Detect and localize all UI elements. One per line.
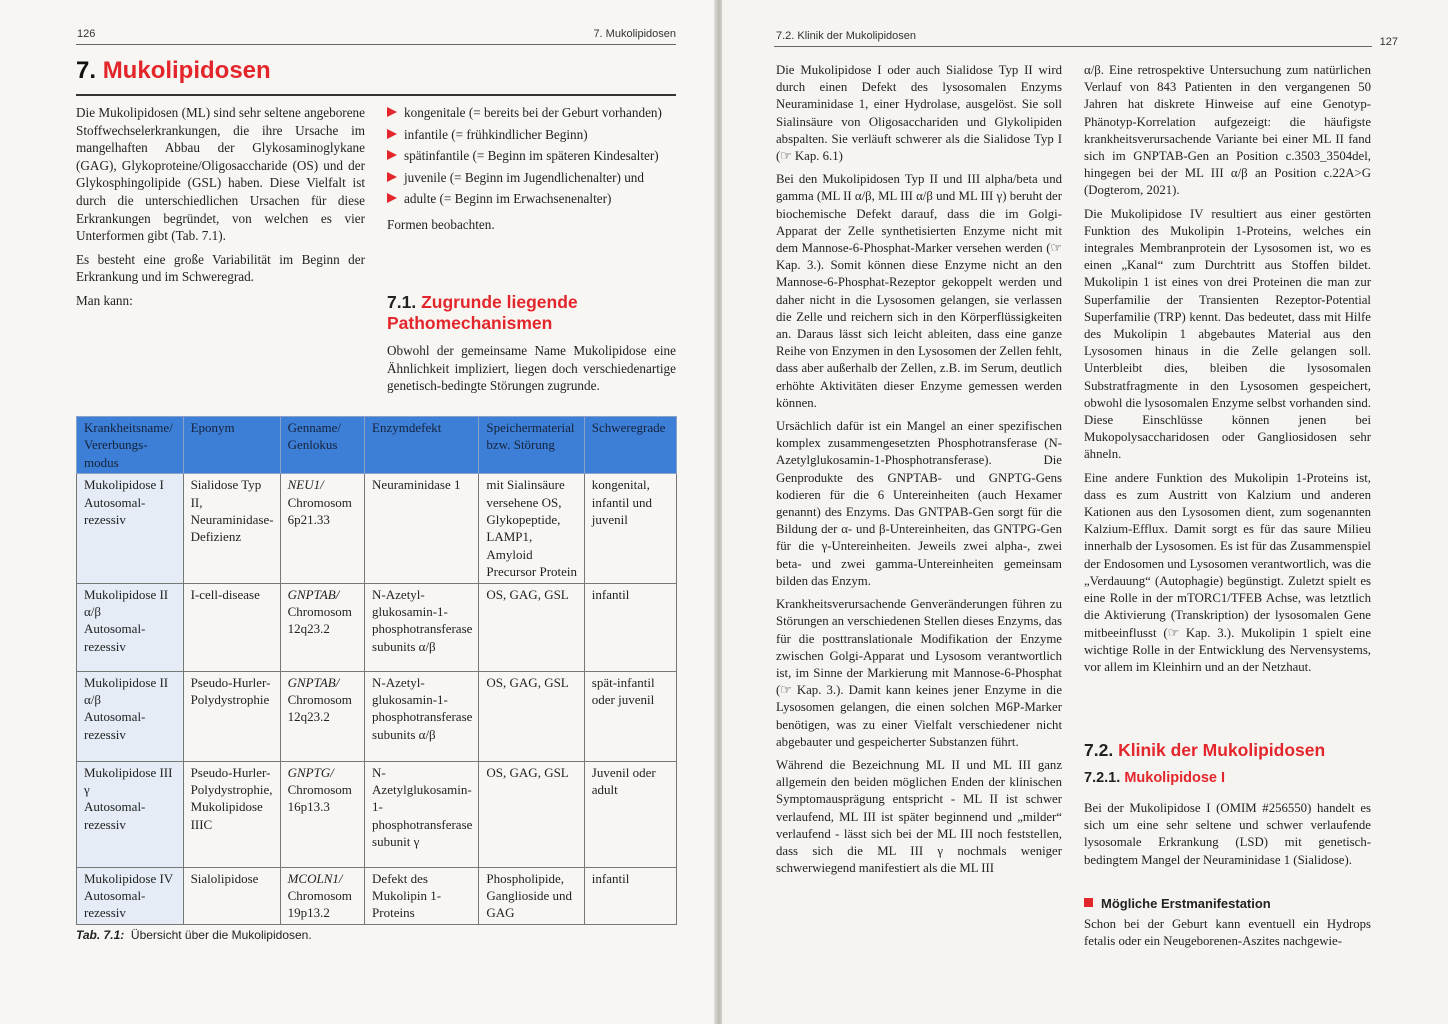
list-item: adulte (= Beginn im Erwachsenenalter) — [387, 190, 676, 208]
paragraph: α/β. Eine retrospektive Untersuchung zum natürlichen Verlauf von 843 Patienten in den vergangenen 50 Jahren hat diskrete Hinweise auf eine Genotyp-Phänotyp-Korrelation aufgezeigt: die häufigste krankheitsverursachende Variante bei einer ML II fand sich im GNPTAB-Gen an Position c.3503_3504del, hingegen bei der ML III α/β an Position c.22A>G (Dogterom, 2021). — [1084, 63, 1371, 198]
intro-column — [76, 104, 365, 316]
table-row — [77, 671, 677, 761]
list-item: spätinfantile (= Beginn im späteren Kindesalter) — [387, 147, 676, 165]
severity-cell: infantil — [584, 867, 676, 924]
running-header-right: 7.2. Klinik der Mukolipidosen — [776, 30, 917, 42]
mukolipidosen-table — [76, 416, 677, 925]
storage-cell: OS, GAG, GSL — [479, 761, 584, 867]
triangle-bullet-icon — [387, 150, 397, 160]
eponym-cell: Sialolipidose — [183, 867, 280, 924]
column-header: Krankheitsname/ Vererbungs-modus — [77, 417, 184, 474]
header-rule — [774, 46, 1372, 47]
section-7-2-heading: 7.2. Klinik der Mukolipidosen — [1084, 740, 1326, 760]
gene-cell: GNPTAB/ Chromosom 12q23.2 — [280, 583, 364, 671]
right-column-2 — [1084, 62, 1371, 682]
table-caption: Tab. 7.1: Übersicht über die Mukolipidosen. — [76, 928, 312, 942]
storage-cell: OS, GAG, GSL — [479, 671, 584, 761]
section-7-1-text: Obwohl der gemeinsame Name Mukolipidose eine Ähnlichkeit impliziert, liegen doch verschiedenartige genetisch-bedingte Störungen zugrunde. — [387, 343, 676, 394]
page-number-left: 126 — [77, 28, 96, 40]
right-page — [722, 0, 1448, 1024]
intro-paragraph: Man kann: — [76, 292, 133, 308]
running-header-left: 7. Mukolipidosen — [593, 28, 676, 40]
severity-cell: Juvenil oder adult — [584, 761, 676, 867]
right-column-1 — [776, 62, 1062, 883]
disease-cell: Mukolipidose IV Autosomal-rezessiv — [77, 867, 184, 924]
column-header: Genname/ Genlokus — [280, 417, 364, 474]
section-7-2-1-text: Bei der Mukolipidose I (OMIM #256550) handelt es sich um eine sehr seltene und schwer verlaufende lysosomale Erkrankung (LSD) mit genetisch-bedingtem Mangel der Neuraminidase 1 (Sialidose). — [1084, 801, 1371, 867]
eponym-cell: Pseudo-Hurler-Polydystrophie — [183, 671, 280, 761]
paragraph: Bei den Mukolipidosen Typ II und III alpha/beta und gamma (ML II α/β, ML III α/β und ML III γ) beruht der biochemische Defekt darauf, dass die im Golgi-Apparat der Zelle synthetisierten Enzyme nicht mit dem Mannose-6-Phosphat-Marker versehen werden (☞ Kap. 3.). Somit können diese Enzyme nicht an den Mannose-6-Phosphat-Rezeptor gekoppelt werden und daher nicht in die Lysosomen gelangen, sie verlassen die Zelle und reichern sich in den Körperflüssigkeiten an. Daraus lässt sich leicht ableiten, dass eine ganze Reihe von Enzymen in den Lysosomen der Zellen fehlt, dass aber außerhalb der Zellen, z.B. im Serum, deutlich erhöhte Aktivitäten dieser Enzyme gemessen werden können. — [776, 172, 1062, 410]
disease-cell: Mukolipidose II α/β Autosomal-rezessiv — [77, 583, 184, 671]
list-item: juvenile (= Beginn im Jugendlichenalter) und — [387, 169, 676, 187]
section-7-1-heading: 7.1. Zugrunde liegende Pathomechanismen — [387, 292, 578, 333]
intro-paragraph: Die Mukolipidosen (ML) sind sehr seltene angeborene Stoffwechselerkrankungen, die ihre Ursache im mangelhaften Abbau der Glykosaminoglykane (GAG), Glykoproteine/Oligosaccharide (OS) und der Glykosphingolipide (GSL) haben. Diese Vielfalt ist durch die unterschiedlichen Ursachen für diese Erkrankungen begründet, von welchen es vier Unterformen gibt (Tab. 7.1). — [76, 105, 365, 244]
severity-cell: kongenital, infantil und juvenil — [584, 474, 676, 583]
gene-cell: MCOLN1/ Chromosom 19p13.2 — [280, 867, 364, 924]
column-header: Schweregrade — [584, 417, 676, 474]
gene-cell: NEU1/ Chromosom 6p21.33 — [280, 474, 364, 583]
section-7-2-1-heading: 7.2.1. Mukolipidose I — [1084, 770, 1226, 786]
header-rule — [76, 44, 676, 45]
table-row — [77, 867, 677, 924]
column-header: Eponym — [183, 417, 280, 474]
square-bullet-icon — [1084, 898, 1093, 907]
triangle-bullet-icon — [387, 129, 397, 139]
after-list-text: Formen beobachten. — [387, 216, 495, 232]
eponym-cell: I-cell-disease — [183, 583, 280, 671]
table-row — [77, 474, 677, 583]
enzyme-cell: Defekt des Mukolipin 1-Proteins — [365, 867, 479, 924]
column-header: Speichermaterial bzw. Störung — [479, 417, 584, 474]
gene-cell: GNPTG/ Chromosom 16p13.3 — [280, 761, 364, 867]
paragraph: Die Mukolipidose IV resultiert aus einer gestörten Funktion des Mukolipin 1-Proteins, welches ein integrales Membranprotein der Lysosomen ist, wo es einen „Kanal“ zum Durchtritt aus Stoffen bildet. Mukolipin 1 ist eines von drei Proteinen die man zur Superfamilie der Transienten Rezeptor-Potential Superfamilie (TRP) kennt. Das bedeutet, dass mit Hilfe des Mukolipin 1 abgebautes Material aus den Lysosomen hinaus in die Zelle gelangen soll. Unterbleibt dies, bleiben die lysosomalen Substratfragmente in den Lysosomen gespeichert, obwohl die lysosomalen Enzyme selbst vorhanden sind. Diese Einschlüsse können jenen bei Mukopolysaccharidosen oder Gangliosidosen sehr ähneln. — [1084, 206, 1371, 462]
chapter-title: 7. Mukolipidosen — [76, 57, 271, 84]
storage-cell: OS, GAG, GSL — [479, 583, 584, 671]
gene-cell: GNPTAB/ Chromosom 12q23.2 — [280, 671, 364, 761]
list-item: kongenitale (= bereits bei der Geburt vorhanden) — [387, 104, 676, 122]
onset-column — [387, 104, 676, 240]
eponym-cell: Sialidose Typ II, Neuraminidase-Defizienz — [183, 474, 280, 583]
subheading: Mögliche Erstmanifestation — [1084, 896, 1271, 911]
paragraph: Eine andere Funktion des Mukolipin 1-Proteins ist, dass es zum Austritt von Kalzium und anderen Kationen aus den Lysosomen dient, zum sogenannten Kalzium-Efflux. Damit sorgt es für das saure Milieu innerhalb der Lysosomen. Es ist für das Zusammenspiel der Endosomen und Lysosomen verantwortlich, was die „Verdauung“ (Autophagie) begünstigt. Zuletzt spielt es eine Rolle in der mTORC1/TFEB Achse, was letztlich die Aktivierung (Transkription) der lysosomalen Gene mitbeeinflusst (☞ Kap. 3.). Mukolipin 1 spielt eine wichtige Rolle in der Entwicklung des Nervensystems, vor allem im Kleinhirn und an der Netzhaut. — [1084, 470, 1371, 674]
left-page — [0, 0, 718, 1024]
severity-cell: spät-infantil oder juvenil — [584, 671, 676, 761]
onset-list — [387, 104, 676, 208]
enzyme-cell: Neuraminidase 1 — [365, 474, 479, 583]
disease-cell: Mukolipidose III γ Autosomal-rezessiv — [77, 761, 184, 867]
severity-cell: infantil — [584, 583, 676, 671]
paragraph: Krankheitsverursachende Genveränderungen führen zu Störungen an verschiedenen Stellen dieses Enzyms, das für die posttranslationale Modifikation der Enzyme zwischen Golgi-Apparat und Lysosom verantwortlich ist, im Sinne der Markierung mit Mannose-6-Phosphat (☞ Kap. 3.). Damit kann keines jener Enzyme in die Lysosomen gelangen, die einen solchen M6P-Marker benötigen, was zu einer Vielfalt verschiedener nicht abgebauter und gespeicherter Substanzen führt. — [776, 597, 1062, 749]
triangle-bullet-icon — [387, 172, 397, 182]
table-header-row — [77, 417, 677, 474]
storage-cell: mit Sialinsäure versehene OS, Glykopeptide, LAMP1, Amyloid Precursor Protein — [479, 474, 584, 583]
enzyme-cell: N-Azetyl-glukosamin-1-phosphotransferase subunits α/β — [365, 671, 479, 761]
enzyme-cell: N-Azetylglukosamin-1-phosphotransferase subunit γ — [365, 761, 479, 867]
intro-paragraph: Es besteht eine große Variabilität im Beginn der Erkrankung und im Schweregrad. — [76, 251, 365, 285]
paragraph: Während die Bezeichnung ML II und ML III ganz allgemein den beiden möglichen Enden der klinischen Symptomausprägung entspricht - ML II ist schwer verlaufend, ML III ist später beginnend und „milder“ verlaufend - lässt sich bei der ML III noch feststellen, dass sich die ML III γ nochmals weniger schwerwiegend manifestiert als die ML III — [776, 757, 1062, 876]
table-row — [77, 761, 677, 867]
triangle-bullet-icon — [387, 193, 397, 203]
disease-cell: Mukolipidose II α/β Autosomal-rezessiv — [77, 671, 184, 761]
triangle-bullet-icon — [387, 107, 397, 117]
storage-cell: Phospholipide, Ganglioside und GAG — [479, 867, 584, 924]
column-header: Enzymdefekt — [365, 417, 479, 474]
page-number-right: 127 — [1379, 36, 1398, 48]
list-item: infantile (= frühkindlicher Beginn) — [387, 126, 676, 144]
table-row — [77, 583, 677, 671]
enzyme-cell: N-Azetyl-glukosamin-1-phosphotransferase subunits α/β — [365, 583, 479, 671]
paragraph: Die Mukolipidose I oder auch Sialidose Typ II wird durch einen Defekt des lysosomalen Enzyms Neuraminidase 1, einer Hydrolase, ausgelöst. Sie soll Sialinsäure von Oligosacchariden und Glykolipiden abspalten. Sie verläuft schwerer als die Sialidose Typ I (☞ Kap. 6.1) — [776, 63, 1062, 164]
eponym-cell: Pseudo-Hurler-Polydystrophie, Mukolipidose IIIC — [183, 761, 280, 867]
disease-cell: Mukolipidose I Autosomal-rezessiv — [77, 474, 184, 583]
paragraph: Ursächlich dafür ist ein Mangel an einer spezifischen komplex zusammengesetzten Phosphotransferase (N-Azetylglukosamin-1-Phosphotransferase). Die Genprodukte des GNPTAB- und GNPTG-Gens kodieren für die 6 Untereinheiten (auch Hexamer genannt) des Enzyms. Das GNTPAB-Gen sorgt für die Bildung der α- und β-Untereinheiten, das GNTPG-Gen für die γ-Untereinheiten. Jeweils zwei alpha-, zwei beta- und zwei gamma-Untereinheiten gemeinsam bilden das Enzym. — [776, 419, 1062, 588]
chapter-rule — [76, 94, 676, 96]
last-paragraph: Schon bei der Geburt kann eventuell ein Hydrops fetalis oder ein Neugeborenen-Aszites nachgewie- — [1084, 917, 1371, 949]
